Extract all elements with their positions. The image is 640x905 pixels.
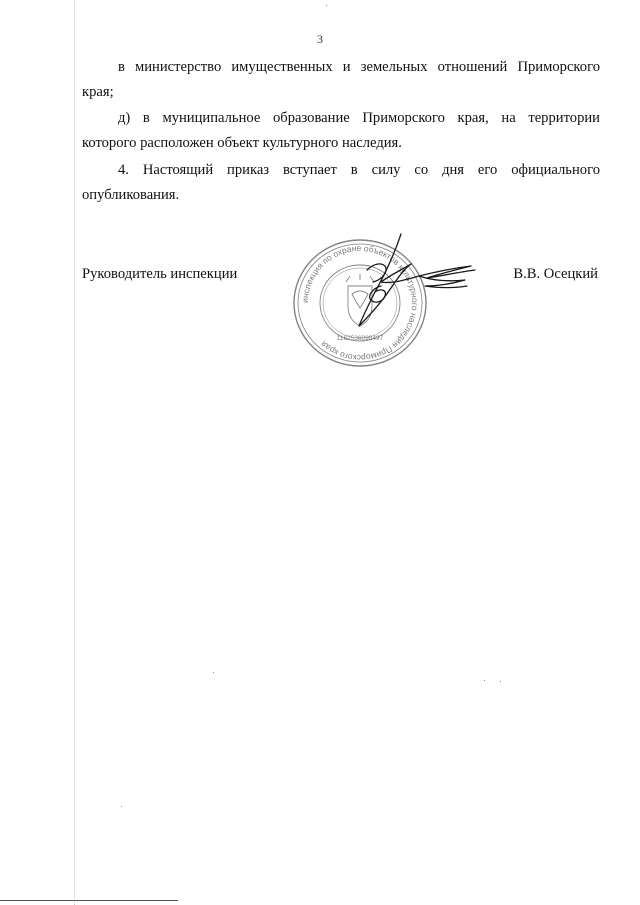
paragraph-line: д) в муниципальное образование Приморского края, на территории xyxy=(118,110,600,126)
signer-name: В.В. Осецкий xyxy=(513,266,598,282)
paragraph-effective-date xyxy=(82,158,600,208)
scan-artifact xyxy=(326,5,327,6)
paragraph-line: края; xyxy=(82,84,114,100)
seal-number: 1162536098497 xyxy=(336,335,384,342)
scan-artifact xyxy=(484,680,485,681)
paragraph-line: 4. Настоящий приказ вступает в силу со дня его официального xyxy=(118,162,600,178)
paragraph-ministry xyxy=(82,55,600,105)
scan-artifact xyxy=(500,681,501,682)
footer-rule xyxy=(0,900,178,901)
scan-artifact xyxy=(213,672,214,673)
scan-artifact xyxy=(121,806,122,807)
paragraph-line: которого расположен объект культурного наследия. xyxy=(82,135,402,151)
handwritten-signature xyxy=(315,230,500,335)
paragraph-line: опубликования. xyxy=(82,187,180,203)
paragraph-municipality xyxy=(82,106,600,156)
paragraph-line: в министерство имущественных и земельных отношений Приморского xyxy=(118,59,600,75)
page-number: 3 xyxy=(317,32,323,46)
scan-left-edge xyxy=(74,0,75,905)
seal-ring-text: инспекция по охране объектов культурного наследия Приморского края xyxy=(299,242,421,364)
signer-role: Руководитель инспекции xyxy=(82,266,238,282)
